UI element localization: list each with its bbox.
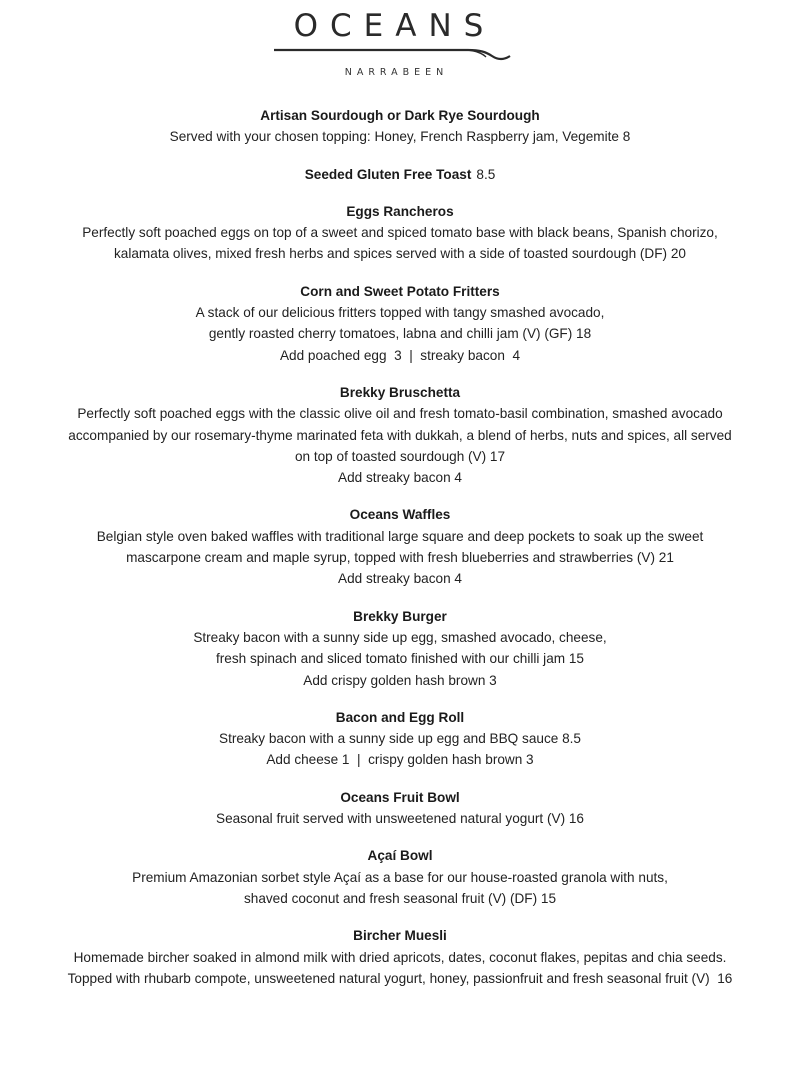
menu-item-price: 8.5 [476,166,496,182]
menu-item-title: Corn and Sweet Potato Fritters [300,283,500,299]
menu-item-description: mascarpone cream and maple syrup, topped with fresh blueberries and strawberries (V) 21 [126,550,674,566]
menu-item [0,606,800,691]
menu-item-description: Streaky bacon with a sunny side up egg, smashed avocado, cheese, [193,629,607,645]
menu-item-description: on top of toasted sourdough (V) 17 [294,448,506,464]
location-label: NARRABEEN [344,67,449,78]
menu-item-description: A stack of our delicious fritters topped with tangy smashed avocado, [195,305,605,321]
menu-item-description: Belgian style oven baked waffles with traditional large square and deep pockets to soak up the sweet [96,528,704,544]
menu-item [0,281,800,366]
menu-item [0,504,800,589]
menu-item-addon: Add streaky bacon 4 [338,571,462,587]
menu-item-title: Oceans Waffles [349,507,451,523]
menu-item-description: Seasonal fruit served with unsweetened natural yogurt (V) 16 [216,811,584,827]
menu-item-description: Topped with rhubarb compote, unsweetened natural yogurt, honey, passionfruit and fresh seasonal fruit (V) 16 [67,970,733,986]
menu-item [0,787,800,830]
menu-item [0,707,800,771]
menu-item-title: Açaí Bowl [367,848,433,864]
menu-item-title: Bircher Muesli [353,928,447,944]
menu-item-title: Artisan Sourdough or Dark Rye Sourdough [260,108,540,123]
menu-item-addon: Add crispy golden hash brown 3 [303,672,497,688]
menu-list [0,105,800,1005]
menu-item-description: Perfectly soft poached eggs on top of a sweet and spiced tomato base with black beans, Spanish chorizo, [82,225,718,241]
menu-item-description: Premium Amazonian sorbet style Açaí as a base for our house-roasted granola with nuts, [132,869,668,885]
menu-item-description: Perfectly soft poached eggs with the classic olive oil and fresh tomato-basil combination, smashed avocado [77,406,723,422]
brand-logo-text: OCEANS [293,8,496,44]
menu-item-description: gently roasted cherry tomatoes, labna and chilli jam (V) (GF) 18 [208,326,592,342]
menu-item [0,201,800,265]
menu-item-addon: Add cheese 1 | crispy golden hash brown 3 [266,752,534,768]
menu-item [0,382,800,488]
menu-item-addon: Add streaky bacon 4 [338,470,462,486]
menu-item [0,925,800,989]
menu-item-title: Brekky Bruschetta [339,384,461,400]
menu-item-description: fresh spinach and sliced tomato finished with our chilli jam 15 [216,651,584,667]
menu-header [0,0,800,85]
menu-item-title: Seeded Gluten Free Toast [304,166,472,182]
menu-item-description: accompanied by our rosemary-thyme marinated feta with dukkah, a blend of herbs, nuts and spices, all served [68,427,732,443]
menu-item-addon: Add poached egg 3 | streaky bacon 4 [279,347,521,363]
menu-item-title: Eggs Rancheros [346,203,454,219]
menu-item [0,845,800,909]
menu-item-description: Served with your chosen topping: Honey, French Raspberry jam, Vegemite 8 [169,129,631,145]
menu-item-description: kalamata olives, mixed fresh herbs and spices served with a side of toasted sourdough (DF) 20 [114,246,686,262]
menu-item-title: Oceans Fruit Bowl [340,789,460,805]
menu-item-title: Bacon and Egg Roll [335,709,465,725]
surfboard-wave-icon [272,46,512,66]
menu-item-description: Homemade bircher soaked in almond milk with dried apricots, dates, coconut flakes, pepitas and chia seeds. [73,949,727,965]
menu-item-description: Streaky bacon with a sunny side up egg and BBQ sauce 8.5 [219,731,581,747]
menu-item-description: shaved coconut and fresh seasonal fruit (V) (DF) 15 [243,890,557,906]
menu-item [0,164,800,185]
menu-item-title: Brekky Burger [353,608,447,624]
menu-item [0,105,800,148]
